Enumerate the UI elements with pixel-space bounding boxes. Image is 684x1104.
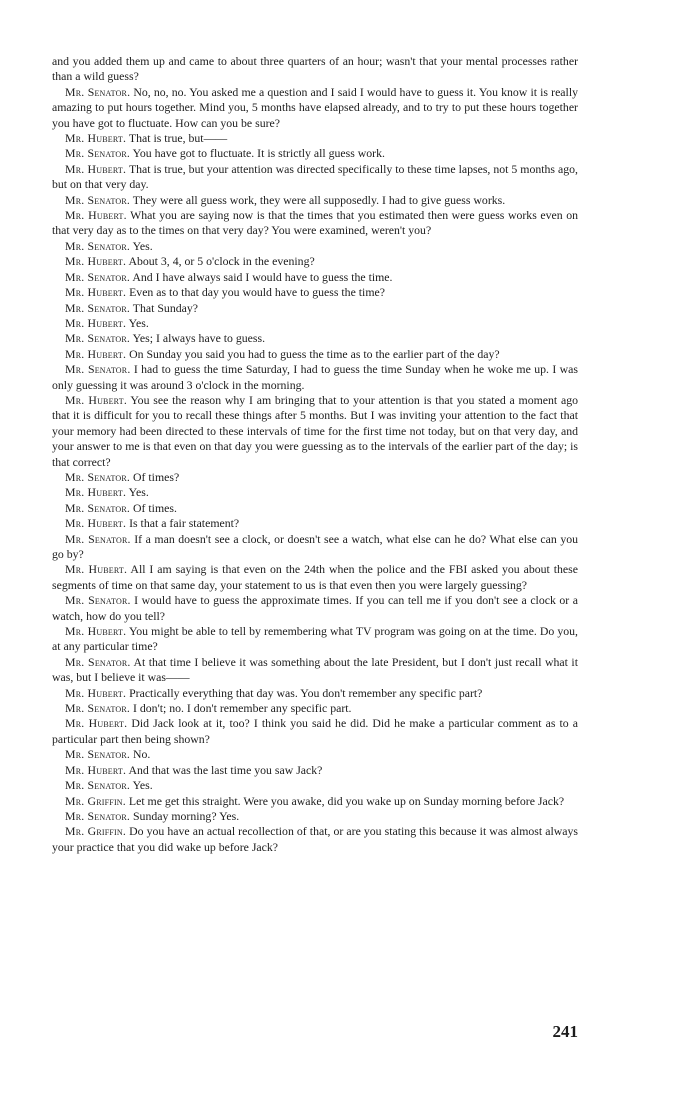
- transcript-paragraph: [52, 316, 578, 331]
- transcript-paragraph: [52, 193, 578, 208]
- transcript-paragraph: [52, 362, 578, 393]
- speech-text: You might be able to tell by remembering what TV program was going on at the time. Do you, at any particular time?: [52, 624, 579, 654]
- speaker-name: Mr. Senator.: [65, 808, 131, 823]
- speech-text: If a man doesn't see a clock, or doesn't see a watch, what else can he do? What else can you go by?: [52, 531, 579, 561]
- speaker-name: Mr. Senator.: [65, 362, 131, 377]
- transcript-paragraph: [52, 270, 578, 285]
- speech-text: I would have to guess the approximate times. If you can tell me if you don't see a clock or a watch, how do you tell?: [52, 593, 578, 623]
- transcript-paragraph: [52, 239, 578, 254]
- transcript-paragraph: [52, 162, 578, 193]
- speaker-name: Mr. Griffin.: [65, 793, 126, 808]
- transcript-paragraph: [52, 254, 578, 269]
- speaker-name: Mr. Hubert.: [65, 254, 127, 269]
- speech-text: Yes; I always have to guess.: [132, 331, 266, 346]
- speech-text: I had to guess the time Saturday, I had to guess the time Sunday when he woke me up. I was only guessing it was around 3 o'clock in the morning.: [52, 362, 578, 392]
- speech-text: On Sunday you said you had to guess the time as to the earlier part of the day?: [129, 346, 500, 361]
- transcript-paragraph: [52, 778, 578, 793]
- speaker-name: Mr. Senator.: [65, 331, 131, 346]
- transcript-paragraph: [52, 532, 578, 563]
- speech-text: That is true, but——: [128, 131, 228, 146]
- transcript-paragraph: [52, 331, 578, 346]
- transcript-paragraph: [52, 624, 578, 655]
- speech-text: and you added them up and came to about three quarters of an hour; wasn't that your mental processes rather than a wild guess?: [52, 54, 578, 84]
- speaker-name: Mr. Senator.: [65, 238, 131, 253]
- speech-text: Do you have an actual recollection of that, or are you stating this because it was almost always your practice that you did wake up before Jack?: [52, 824, 578, 854]
- speech-text: You have got to fluctuate. It is strictly all guess work.: [132, 146, 385, 161]
- speaker-name: Mr. Hubert.: [65, 516, 127, 531]
- transcript-paragraph: [52, 470, 578, 485]
- transcript-body: [52, 54, 578, 855]
- speaker-name: Mr. Hubert.: [65, 315, 127, 330]
- speech-text: I don't; no. I don't remember any specific part.: [133, 701, 352, 716]
- speaker-name: Mr. Hubert.: [65, 624, 127, 639]
- transcript-paragraph: [52, 85, 578, 131]
- speech-text: What you are saying now is that the times that you estimated then were guess works even on that very day as to the times on that very day? You were examined, weren't you?: [52, 208, 578, 238]
- speech-text: And I have always said I would have to guess the time.: [132, 269, 393, 284]
- speech-text: About 3, 4, or 5 o'clock in the evening?: [128, 254, 315, 269]
- speech-text: All I am saying is that even on the 24th when the police and the FBI asked you about these segments of time on that same day, your statement to us is that even then you were largely guessing?: [52, 562, 578, 592]
- speech-text: At that time I believe it was something about the late President, but I don't just recall what it was, but I believe it was——: [52, 654, 578, 685]
- transcript-paragraph: [52, 593, 578, 624]
- speaker-name: Mr. Senator.: [65, 778, 131, 793]
- speech-text: No.: [133, 747, 151, 762]
- speaker-name: Mr. Senator.: [65, 531, 131, 546]
- transcript-paragraph: [52, 701, 578, 716]
- speaker-name: Mr. Hubert.: [65, 161, 127, 176]
- transcript-paragraph: [52, 131, 578, 146]
- transcript-paragraph: [52, 146, 578, 161]
- transcript-paragraph: [52, 393, 578, 470]
- speaker-name: Mr. Hubert.: [65, 208, 127, 223]
- speaker-name: Mr. Hubert.: [65, 346, 127, 361]
- transcript-paragraph: [52, 54, 578, 85]
- transcript-paragraph: [52, 208, 578, 239]
- transcript-paragraph: [52, 686, 578, 701]
- speaker-name: Mr. Senator.: [65, 701, 131, 716]
- speech-text: Yes.: [128, 315, 149, 330]
- transcript-paragraph: [52, 794, 578, 809]
- speech-text: Let me get this straight. Were you awake, did you wake up on Sunday morning before Jack?: [128, 793, 565, 808]
- speaker-name: Mr. Hubert.: [65, 285, 127, 300]
- speech-text: Practically everything that day was. You don't remember any specific part?: [129, 685, 483, 700]
- speech-text: And that was the last time you saw Jack?: [128, 762, 323, 777]
- speaker-name: Mr. Senator.: [65, 654, 131, 669]
- transcript-paragraph: [52, 747, 578, 762]
- transcript-paragraph: [52, 763, 578, 778]
- speaker-name: Mr. Hubert.: [65, 131, 127, 146]
- transcript-paragraph: [52, 485, 578, 500]
- speaker-name: Mr. Senator.: [65, 84, 131, 99]
- speech-text: Is that a fair statement?: [129, 516, 240, 531]
- speaker-name: Mr. Hubert.: [65, 485, 127, 500]
- speaker-name: Mr. Hubert.: [65, 562, 128, 577]
- transcript-paragraph: [52, 809, 578, 824]
- transcript-paragraph: [52, 562, 578, 593]
- speaker-name: Mr. Hubert.: [65, 762, 127, 777]
- transcript-paragraph: [52, 655, 578, 686]
- transcript-paragraph: [52, 824, 578, 855]
- speech-text: Yes.: [132, 238, 153, 253]
- speech-text: Did Jack look at it, too? I think you said he did. Did he make a particular comment as to a particular part then being shown?: [52, 716, 579, 746]
- speaker-name: Mr. Senator.: [65, 192, 131, 207]
- speaker-name: Mr. Senator.: [65, 146, 131, 161]
- speaker-name: Mr. Hubert.: [65, 716, 128, 731]
- speaker-name: Mr. Senator.: [65, 469, 131, 484]
- speech-text: Of times?: [133, 469, 180, 484]
- speech-text: They were all guess work, they were all supposedly. I had to give guess works.: [132, 192, 506, 207]
- speech-text: That is true, but your attention was directed specifically to these time lapses, not 5 months ago, but on that very day.: [52, 161, 578, 192]
- transcript-paragraph: [52, 301, 578, 316]
- transcript-paragraph: [52, 285, 578, 300]
- speech-text: Sunday morning? Yes.: [133, 808, 240, 823]
- speaker-name: Mr. Griffin.: [65, 824, 127, 839]
- transcript-paragraph: [52, 716, 578, 747]
- speech-text: Yes.: [132, 778, 153, 793]
- speech-text: Of times.: [133, 500, 177, 515]
- transcript-paragraph: [52, 501, 578, 516]
- speech-text: No, no, no. You asked me a question and I said I would have to guess it. You know it is really amazing to put hours together. Mind you, 5 months have elapsed already, and to try to put these hours together you have got to fluctuate. How can you be sure?: [52, 84, 578, 130]
- speaker-name: Mr. Hubert.: [65, 392, 127, 407]
- speaker-name: Mr. Senator.: [65, 269, 131, 284]
- page-number: 241: [552, 1022, 578, 1041]
- speech-text: You see the reason why I am bringing that to your attention is that you stated a moment ago that it is difficult for you to recall these things after 5 months. But I was inviting your attention to the fact that your memory had been directed to these intervals of time for the first time not today, but on that very day, and your answer to me is that even on that day you were guessing as to the intervals of the earlier part of the day; is that correct?: [52, 392, 579, 469]
- speaker-name: Mr. Senator.: [65, 500, 131, 515]
- speaker-name: Mr. Hubert.: [65, 685, 127, 700]
- speech-text: Even as to that day you would have to guess the time?: [129, 285, 385, 300]
- speaker-name: Mr. Senator.: [65, 300, 131, 315]
- speech-text: Yes.: [128, 485, 149, 500]
- speech-text: That Sunday?: [132, 300, 198, 315]
- transcript-paragraph: [52, 347, 578, 362]
- speaker-name: Mr. Senator.: [65, 593, 131, 608]
- transcript-paragraph: [52, 516, 578, 531]
- speaker-name: Mr. Senator.: [65, 747, 131, 762]
